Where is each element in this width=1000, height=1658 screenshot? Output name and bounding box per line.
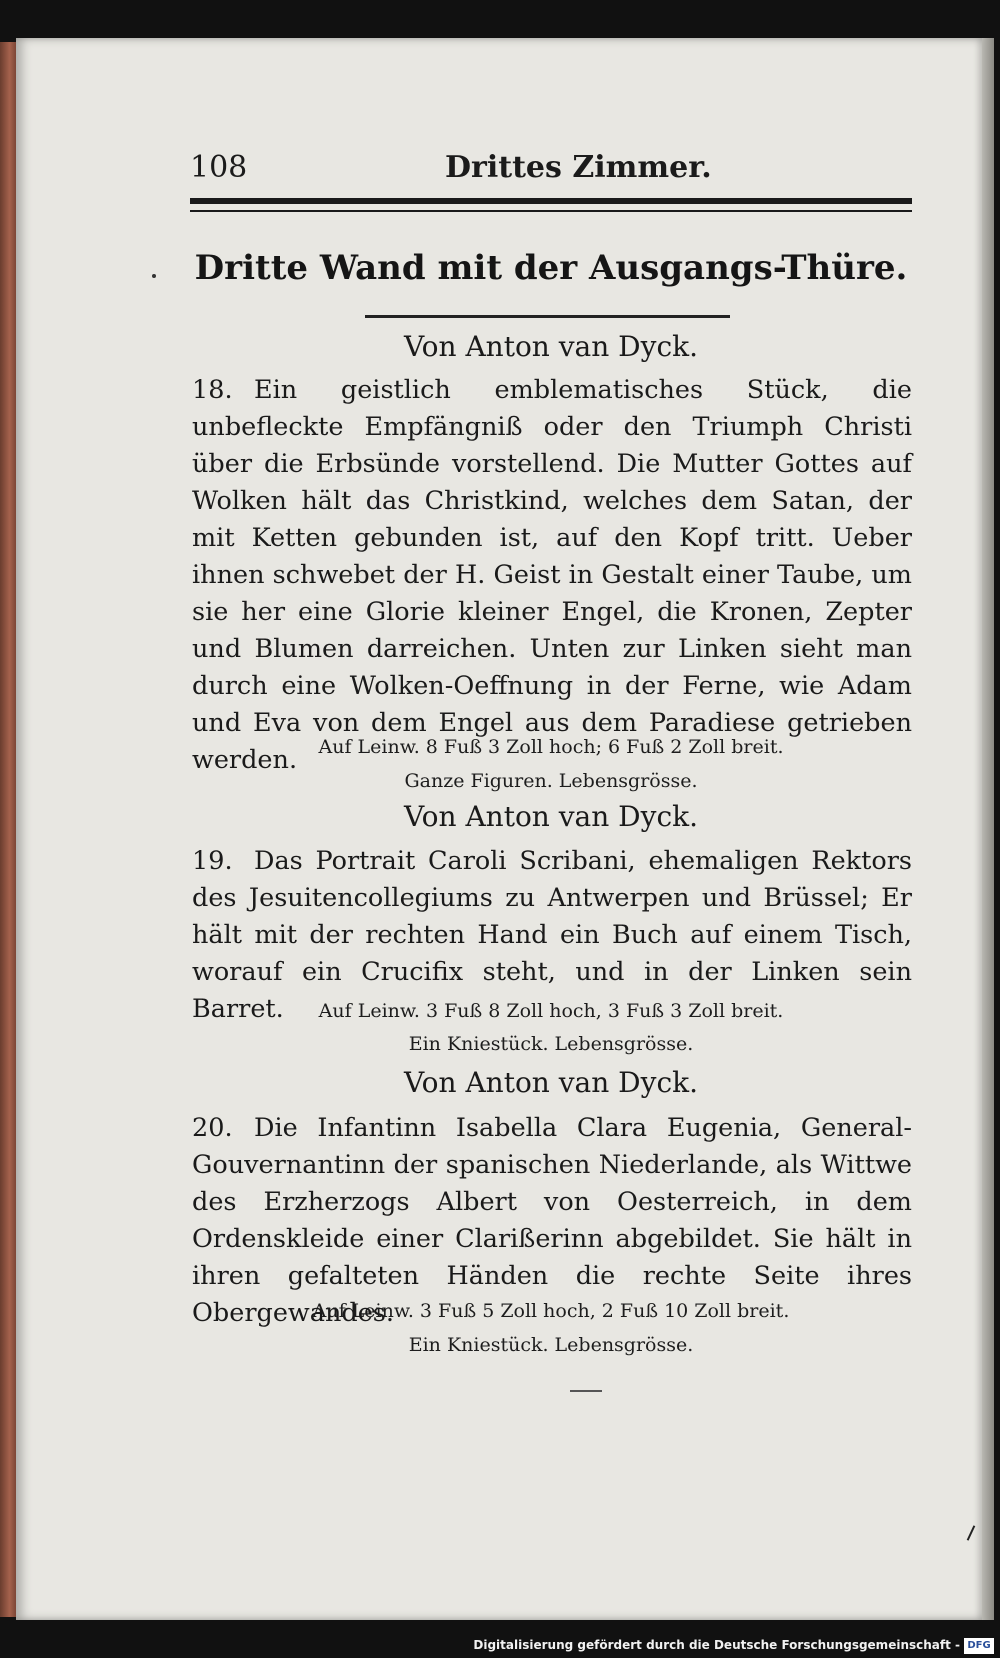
entry-heading: Von Anton van Dyck. <box>404 1066 698 1099</box>
entry-caption-dimensions: Auf Leinw. 3 Fuß 8 Zoll hoch, 3 Fuß 3 Zoll breit. <box>318 1000 784 1022</box>
entry-caption-type: Ganze Figuren. Lebensgrösse. <box>404 770 698 792</box>
entry-body: Das Portrait Caroli Scribani, ehemaligen Rektors des Jesuitencollegiums zu Antwerpen und Brüssel; Er hält mit der rechten Hand ein Buch auf einem Tisch, worauf ein Crucifix steht, und in der Linken sein Barret. <box>192 846 912 1024</box>
section-title: Dritte Wand mit der Ausgangs-Thüre. <box>194 248 908 288</box>
digitization-footer <box>0 1636 1000 1658</box>
running-head: Drittes Zimmer. <box>445 150 712 185</box>
entry-heading: Von Anton van Dyck. <box>404 330 698 363</box>
page-end-mark <box>570 1390 602 1392</box>
dfg-logo: DFG <box>964 1638 994 1654</box>
entry-caption-type: Ein Kniestück. Lebensgrösse. <box>408 1033 694 1055</box>
section-rule <box>365 315 730 318</box>
margin-dot <box>152 274 156 278</box>
footer-credit: Digitalisierung gefördert durch die Deutsche Forschungsgemeinschaft - <box>473 1638 960 1652</box>
page-header <box>190 150 910 190</box>
entry-caption-type: Ein Kniestück. Lebensgrösse. <box>408 1334 694 1356</box>
entry-caption-dimensions: Auf Leinw. 8 Fuß 3 Zoll hoch; 6 Fuß 2 Zoll breit. <box>318 736 784 758</box>
entry-caption-dimensions: Auf Leinw. 3 Fuß 5 Zoll hoch, 2 Fuß 10 Zoll breit. <box>312 1300 790 1322</box>
entry-number: 20. <box>192 1113 233 1143</box>
entry-number: 18. <box>192 375 233 405</box>
entry-heading: Von Anton van Dyck. <box>404 800 698 833</box>
entry-number: 19. <box>192 846 233 876</box>
entry-body: Ein geistlich emblematisches Stück, die unbefleckte Empfängniß oder den Triumph Christi über die Erbsünde vorstellend. Die Mutter Gottes auf Wolken hält das Christkind, welches dem Satan, der mit Ketten gebunden ist, auf den Kopf tritt. Ueber ihnen schwebet der H. Geist in Gestalt einer Taube, um sie her eine Glorie kleiner Engel, die Kronen, Zepter und Blumen darreichen. Unten zur Linken sieht man durch eine Wolken-Oeffnung in der Ferne, wie Adam und Eva von dem Engel aus dem Paradiese getrieben werden. <box>192 375 912 775</box>
header-rule-thick <box>190 198 912 204</box>
entry-text <box>192 1110 912 1332</box>
entry-text <box>192 372 912 779</box>
entry-body: Die Infantinn Isabella Clara Eugenia, General-Gouvernantinn der spanischen Niederlande, als Wittwe des Erzherzogs Albert von Oesterreich, in dem Ordenskleide einer Clarißerinn abgebildet. Sie hält in ihren gefalteten Händen die rechte Seite ihres Obergewandes. <box>192 1113 912 1328</box>
header-rule-thin <box>190 210 912 212</box>
page-right-edge <box>982 38 994 1620</box>
book-page-edge <box>0 42 16 1617</box>
page-number: 108 <box>190 150 248 185</box>
